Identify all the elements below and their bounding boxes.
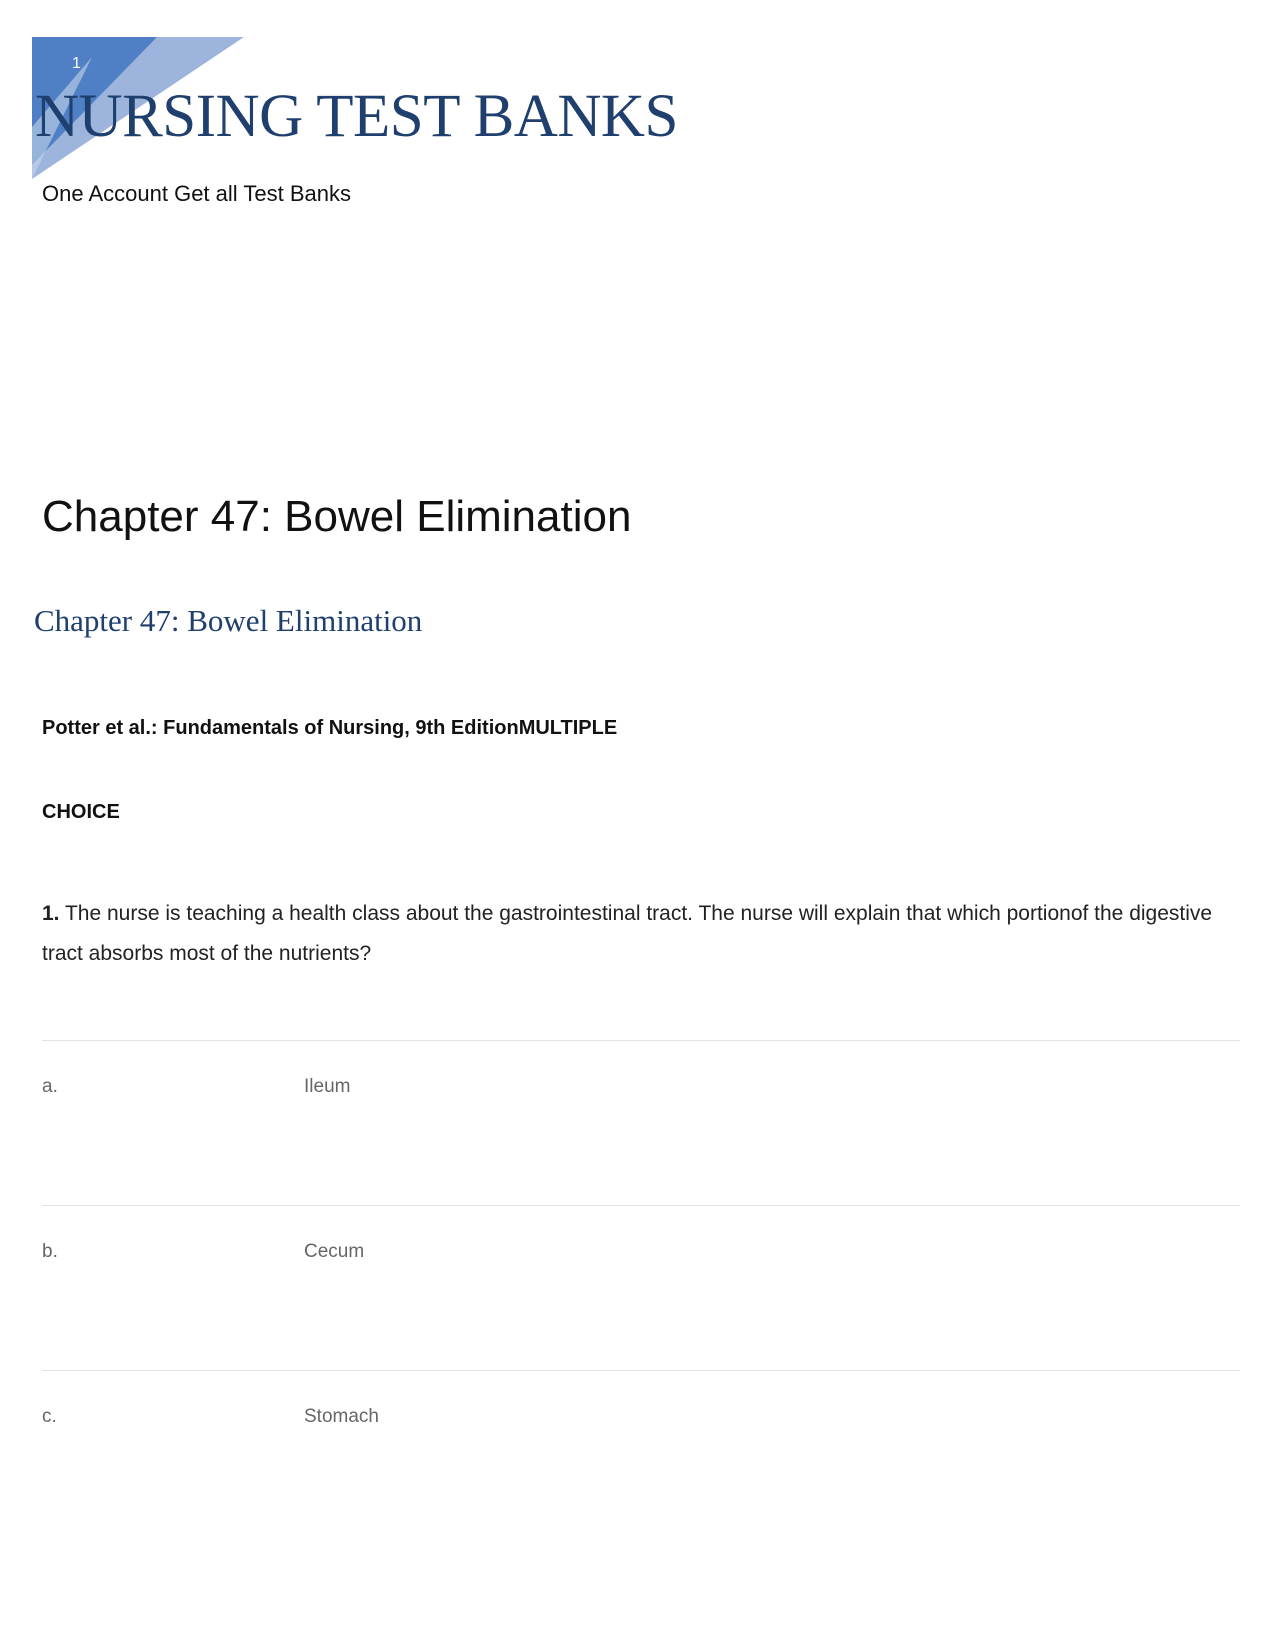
option-letter: a. <box>42 1076 58 1097</box>
option-text: Stomach <box>304 1406 379 1427</box>
chapter-subheading: Chapter 47: Bowel Elimination <box>34 603 423 638</box>
tagline: One Account Get all Test Banks <box>42 181 351 206</box>
question-number: 1. <box>42 902 60 925</box>
answer-option <box>42 1040 1240 1205</box>
option-letter: c. <box>42 1406 57 1427</box>
chapter-heading: Chapter 47: Bowel Elimination <box>42 492 632 541</box>
option-letter: b. <box>42 1241 58 1262</box>
answer-option <box>42 1370 1240 1535</box>
page-number: 1 <box>72 55 81 72</box>
source-line: Potter et al.: Fundamentals of Nursing, 9th EditionMULTIPLE <box>42 717 618 739</box>
answer-options <box>42 1040 1240 1535</box>
option-text: Cecum <box>304 1241 365 1262</box>
question <box>42 894 1242 974</box>
brand-title: NURSING TEST BANKS <box>35 83 678 150</box>
option-text: Ileum <box>304 1076 351 1097</box>
answer-option <box>42 1205 1240 1370</box>
section-label: CHOICE <box>42 801 120 823</box>
question-text: The nurse is teaching a health class about the gastrointestinal tract. The nurse will explain that which portionof the digestive tract absorbs most of the nutrients? <box>42 902 1213 965</box>
